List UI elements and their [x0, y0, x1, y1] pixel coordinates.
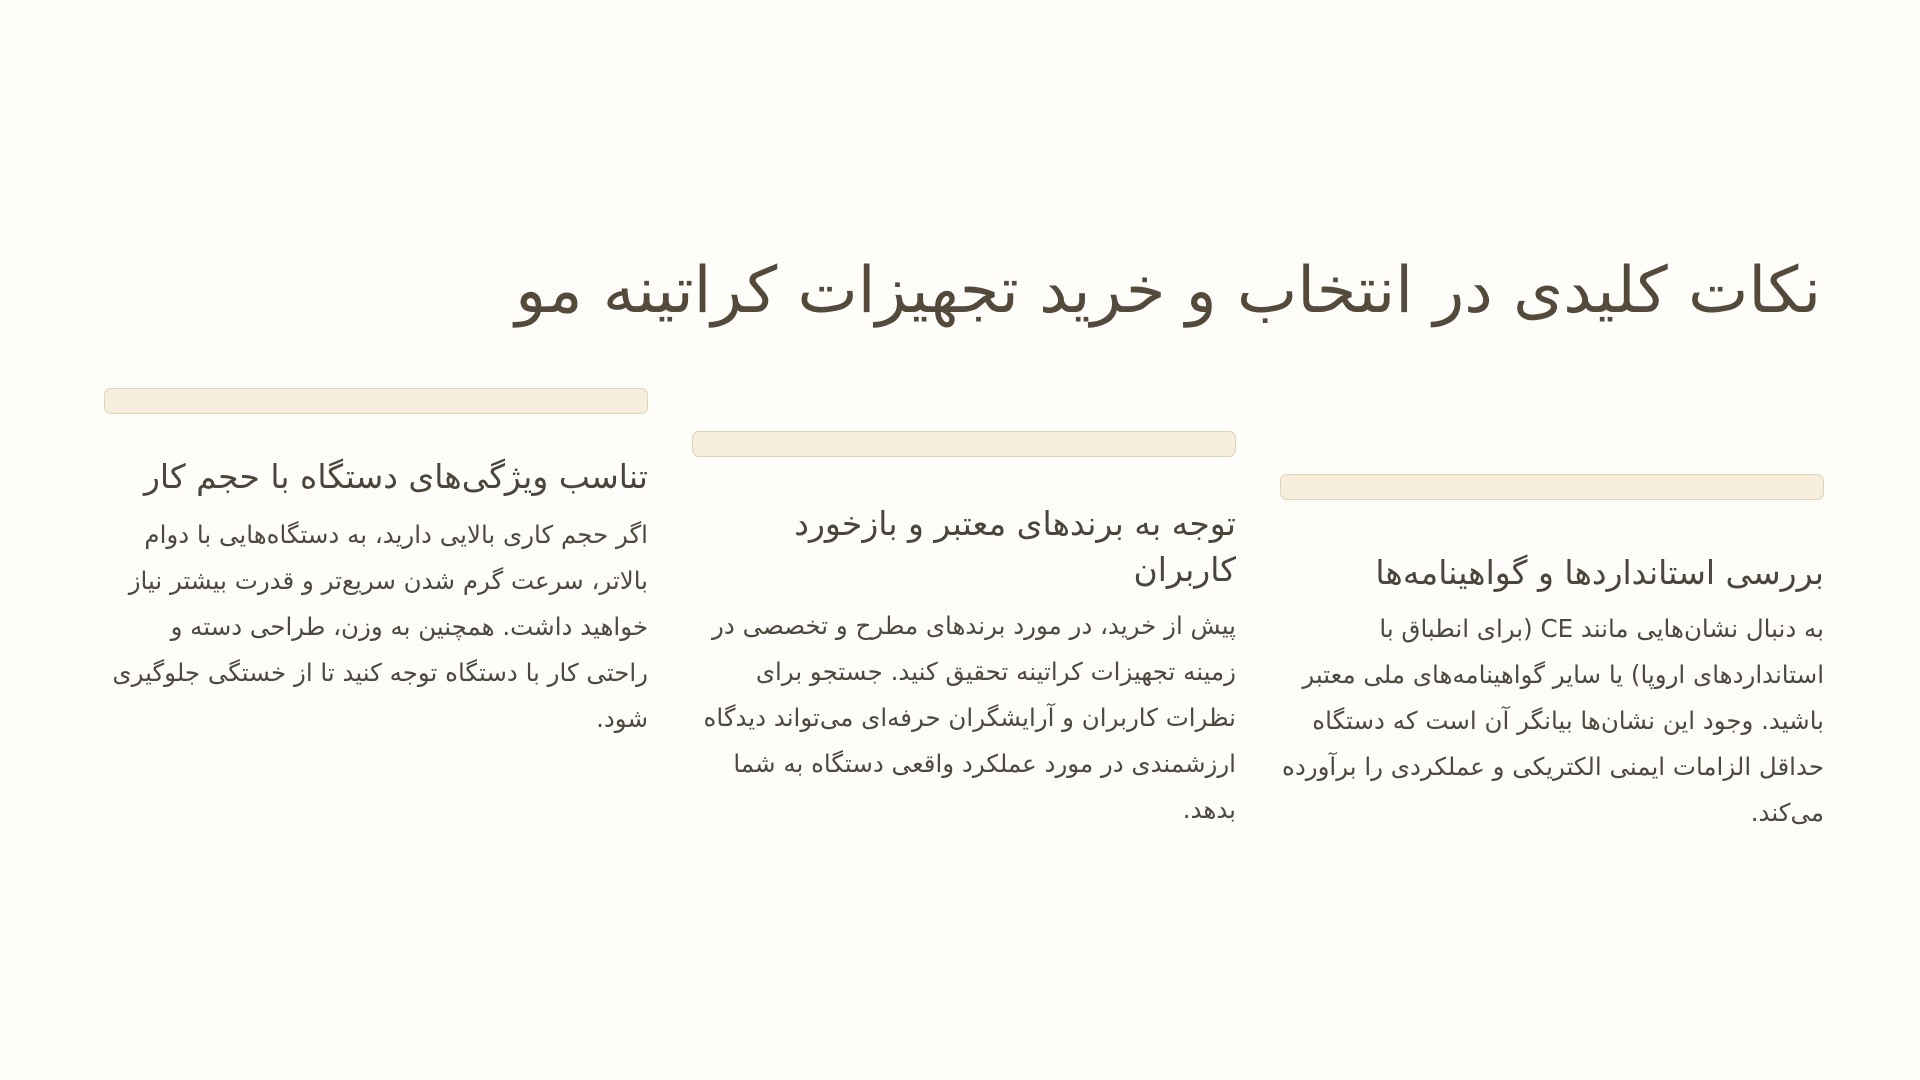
- card-title: بررسی استانداردها و گواهینامه‌ها: [1375, 553, 1824, 592]
- card-title: توجه به برندهای معتبر و بازخورد کاربران: [794, 504, 1236, 589]
- card-text: پیش از خرید، در مورد برندهای مطرح و تخصصی در زمینه تجهیزات کراتینه تحقیق کنید. جستجو برای نظرات کاربران و آرایشگران حرفه‌ای می‌تواند دیدگاه ارزشمندی در مورد عملکرد واقعی دستگاه به شما بدهد.: [703, 611, 1236, 824]
- card-brands-reviews: [690, 431, 1236, 833]
- card-title: تناسب ویژگی‌های دستگاه با حجم کار: [143, 457, 648, 496]
- card-text: اگر حجم کاری بالایی دارید، به دستگاه‌هایی با دوام بالاتر، سرعت گرم شدن سریع‌تر و قدرت بیشتر نیاز خواهید داشت. همچنین به وزن، طراحی دسته و راحتی کار با دستگاه توجه کنید تا از خستگی جلوگیری شود.: [112, 520, 648, 733]
- card-accent-bar: [692, 431, 1236, 457]
- card-accent-bar: [104, 388, 648, 414]
- card-text: به دنبال نشان‌هایی مانند CE (برای انطباق با استانداردهای اروپا) یا سایر گواهینامه‌های ملی معتبر باشید. وجود این نشان‌ها بیانگر آن است که دستگاه حداقل الزامات ایمنی الکتریکی و عملکردی را برآورده می‌کند.: [1282, 614, 1824, 827]
- card-standards-certificates: [1278, 474, 1824, 836]
- card-device-fit: [102, 388, 648, 742]
- card-accent-bar: [1280, 474, 1824, 500]
- slide-title: نکات کلیدی در انتخاب و خرید تجهیزات کراتینه مو: [515, 254, 1821, 328]
